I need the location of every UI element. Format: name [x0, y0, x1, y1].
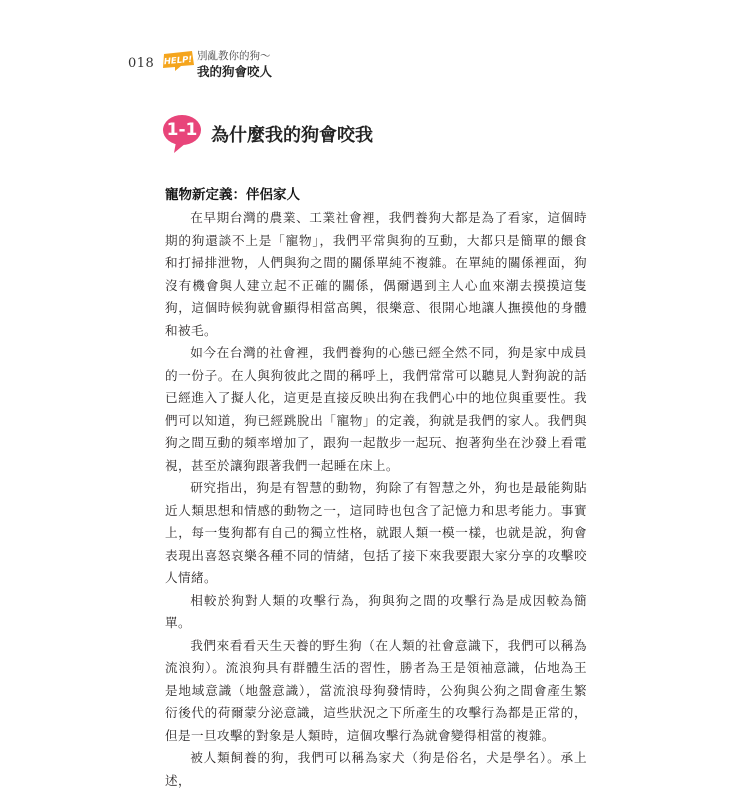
series-title: 別亂教你的狗～: [197, 50, 271, 62]
body-text: [165, 207, 587, 792]
paragraph: 被人類飼養的狗，我們可以稱為家犬（狗是俗名，犬是學名）。承上述，: [165, 750, 587, 788]
help-logo-text: HELP!: [163, 54, 193, 68]
paragraph: 相較於狗對人類的攻擊行為，狗與狗之間的攻擊行為是成因較為簡單。: [165, 592, 587, 630]
paragraph: 如今在台灣的社會裡，我們養狗的心態已經全然不同，狗是家中成員的一份子。在人與狗彼此之間的稱呼上，我們常常可以聽見人對狗說的話已經進入了擬人化，這更是直接反映出狗在我們心中的地位與重要性。我們可以知道，狗已經跳脫出「寵物」的定義，狗就是我們的家人。我們與狗之間互動的頻率增加了，跟狗一起散步一起玩、抱著狗坐在沙發上看電視，甚至於讓狗跟著我們一起睡在床上。: [165, 345, 587, 473]
page-number: 018: [128, 56, 155, 71]
chapter-heading: [162, 113, 492, 157]
paragraph: 研究指出，狗是有智慧的動物，狗除了有智慧之外，狗也是最能夠貼近人類思想和情感的動物之一，這同時也包含了記憶力和思考能力。事實上，每一隻狗都有自己的獨立性格，就跟人類一模一樣，也就是說，狗會表現出喜怒哀樂各種不同的情緒，包括了接下來我要跟大家分享的攻擊咬人情緒。: [165, 480, 587, 585]
help-logo-icon: [161, 50, 195, 72]
page-header: [128, 46, 368, 86]
paragraph: 在早期台灣的農業、工業社會裡，我們養狗大都是為了看家，這個時期的狗還談不上是「寵物」，我們平常與狗的互動，大都只是簡單的餵食和打掃排泄物，人們與狗之間的關係單純不複雜。在單純的關係裡面，狗沒有機會與人建立起不正確的關係，偶爾遇到主人心血來潮去摸摸這隻狗，這個時候狗就會顯得相當高興，很樂意、很開心地讓人撫摸他的身體和被毛。: [165, 210, 587, 338]
section-heading: 寵物新定義：伴侶家人: [165, 187, 300, 203]
paragraph: 我們來看看天生天養的野生狗（在人類的社會意識下，我們可以稱為流浪狗）。流浪狗具有群體生活的習性，勝者為王是領袖意識，佔地為王是地域意識（地盤意識），當流浪母狗發情時，公狗與公狗之間會產生繁衍後代的荷爾蒙分泌意識，這些狀況之下所產生的攻擊行為都是正常的，但是一旦攻擊的對象是人類時，這個攻擊行為就會變得相當的複雜。: [165, 637, 587, 743]
chapter-title: 為什麼我的狗會咬我: [211, 125, 373, 146]
chapter-number: 1-1: [166, 120, 198, 140]
book-title: 我的狗會咬人: [197, 64, 273, 79]
